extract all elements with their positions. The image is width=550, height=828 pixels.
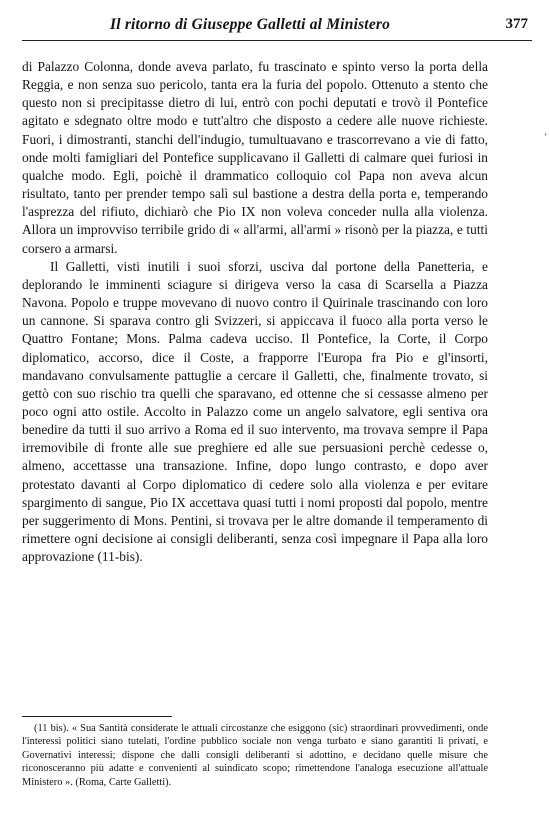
footnote-text: (11 bis). « Sua Santità considerate le attuali circostanze che esiggono (sic) straordinari provvedimenti, onde l'interessi politici siano tutelati, l'ordine pubblico sociale non venga turbato e siano garantiti li privati, e Governativi interessi; dispone che dalli consigli deliberanti si adottino, e decidano quelle misure che riconosceranno più adatte e convenienti al suindicato scopo; rimettendone l'analoga esecuzione all'attuale Ministero ». (Roma, Carte Galletti). <box>22 723 488 788</box>
footnote <box>22 722 488 789</box>
page-number: 377 <box>505 16 528 32</box>
body-text <box>22 58 488 566</box>
footnote-divider <box>22 716 172 717</box>
margin-mark: ʻ <box>544 132 548 143</box>
page-header <box>22 14 532 41</box>
paragraph: di Palazzo Colonna, donde aveva parlato, fu trascinato e spinto verso la porta della Reggia, e non senza suo pericolo, tanta era la furia del popolo. Ottenuto a stento che questo non si precipitasse dietro di lui, entrò con pochi deputati e trovò il Pontefice agitato e sdegnato oltre modo e tutt'altro che disposto a cedere alle nuove richieste. Fuori, i dimostranti, stanchi dell'indugio, tumultuavano e trascorrevano a vie di fatto, onde molti famigliari del Pontefice supplicavano il Galletti di calmare quei furiosi in qualche modo. Egli, poichè il drammatico colloquio col Papa non aveva alcun risultato, tanto per prender tempo salì sul bastione a destra della porta e, temperando l'asprezza del rifiuto, dichiarò che Pio IX non voleva conceder nulla alla violenza. Allora un improvviso terribile grido di « all'armi, all'armi » risonò per la piazza, e tutti corsero a armarsi. <box>22 59 488 256</box>
running-title: Il ritorno di Giuseppe Galletti al Ministero <box>110 16 391 33</box>
paragraph: Il Galletti, visti inutili i suoi sforzi, usciva dal portone della Panetteria, e deplorando le imminenti sciagure si dirigeva verso la casa di Scarsella a Piazza Navona. Popolo e truppe movevano di nuovo contro il Quirinale trascinando con loro un cannone. Si sparava contro gli Svizzeri, si appiccava il fuoco alla porta verso le Quattro Fontane; Mons. Palma cadeva ucciso. Il Pontefice, la Corte, il Corpo diplomatico, accorso, dice il Coste, a frapporre l'Europa fra Pio e gl'insorti, mandavano convulsamente pattuglie a cercare il Galletti, che, finalmente trovato, si gettò con suo rischio tra quelli che sparavano, ed ottenne che si cessasse almeno per poco ogni atto ostile. Accolto in Palazzo come un angelo salvatore, egli sentiva ora benedire da tutti il suo arrivo a Roma ed il suo intervento, ma trovava sempre il Papa irremovibile di fronte alle sue preghiere ed alle sue persuasioni perchè cedesse o, almeno, accettasse una transazione. Infine, dopo lungo contrasto, e dopo aver protestato davanti al Corpo diplomatico di cedere solo alla violenza e per evitare spargimento di sangue, Pio IX accettava quasi tutti i nomi proposti dal popolo, mentre per suggerimento di Mons. Pentini, si trovava per le altre domande il temperamento di rimettere ogni decisione ai consigli deliberanti, senza così impegnare il Papa alla loro approvazione (11-bis). <box>22 258 488 565</box>
